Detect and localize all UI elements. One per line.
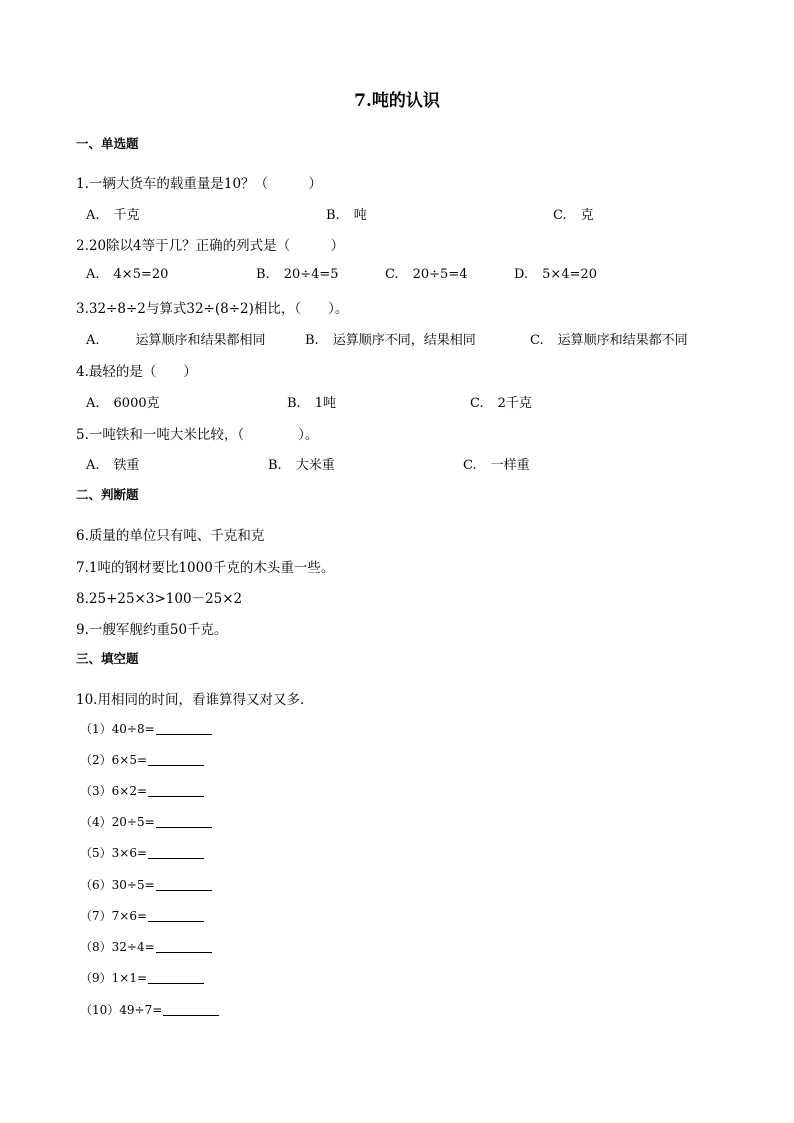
- option-text: 4×5=20: [113, 267, 169, 282]
- option-label: C.: [530, 333, 544, 348]
- question-10-stem: 10.用相同的时间，看谁算得又对又多．: [76, 692, 314, 708]
- option-label: A.: [86, 458, 100, 473]
- fill-item-9: [80, 969, 204, 986]
- option-text: 5×4=20: [542, 267, 597, 282]
- fill-item-text: （2）6×5=: [80, 753, 148, 767]
- question-2-stem: 2.20除以4等于几？正确的列式是（ ）: [76, 238, 345, 254]
- question-3-stem: 3.32÷8÷2与算式32÷(8÷2)相比，（ ）。: [76, 301, 349, 317]
- question-4-option-a[interactable]: [86, 392, 160, 411]
- option-label: C.: [470, 396, 484, 411]
- section-heading-single-choice: 一、单选题: [76, 136, 139, 151]
- page-title: 7.吨的认识: [354, 91, 440, 111]
- option-text: 运算顺序和结果都相同: [135, 333, 266, 348]
- question-1-option-b[interactable]: [326, 204, 367, 223]
- option-text: 20÷4=5: [283, 267, 339, 282]
- option-text: 20÷5=4: [412, 267, 468, 282]
- answer-blank[interactable]: [148, 753, 204, 766]
- fill-item-2: [80, 751, 204, 768]
- answer-blank[interactable]: [163, 1003, 219, 1016]
- fill-item-text: （9）1×1=: [80, 971, 148, 985]
- option-text: 大米重: [295, 458, 335, 473]
- option-text: 2千克: [497, 396, 532, 411]
- question-3-option-c[interactable]: [530, 329, 688, 348]
- fill-item-6: [80, 876, 212, 893]
- question-1-stem: 1.一辆大货车的载重量是10？（ ）: [76, 176, 323, 192]
- fill-item-4: [80, 813, 212, 830]
- answer-blank[interactable]: [148, 784, 204, 797]
- question-8: 8.25+25×3>100－25×2: [76, 591, 243, 607]
- option-label: B.: [287, 396, 301, 411]
- question-6: 6.质量的单位只有吨、千克和克: [76, 528, 265, 544]
- section-heading-fill-blank: 三、填空题: [76, 651, 139, 666]
- answer-blank[interactable]: [148, 846, 204, 859]
- question-7: 7.1吨的钢材要比1000千克的木头重一些。: [76, 560, 335, 576]
- answer-blank[interactable]: [156, 815, 212, 828]
- question-5-option-b[interactable]: [268, 454, 335, 473]
- fill-item-7: [80, 907, 204, 924]
- fill-item-text: （10）49÷7=: [80, 1003, 163, 1017]
- option-text: 运算顺序不同，结果相同: [332, 333, 476, 348]
- question-5-stem: 5.一吨铁和一吨大米比较，（ ）。: [76, 427, 319, 443]
- option-text: 一样重: [490, 458, 530, 473]
- option-label: A.: [86, 396, 100, 411]
- question-5-option-c[interactable]: [463, 454, 530, 473]
- option-label: C.: [463, 458, 477, 473]
- option-label: A.: [86, 333, 100, 348]
- question-3-option-a[interactable]: [86, 329, 266, 348]
- question-4-option-c[interactable]: [470, 392, 532, 411]
- option-text: 铁重: [113, 458, 140, 473]
- answer-blank[interactable]: [156, 878, 212, 891]
- option-text: 运算顺序和结果都不同: [557, 333, 688, 348]
- option-label: A.: [86, 208, 100, 223]
- option-label: D.: [514, 267, 529, 282]
- option-label: B.: [256, 267, 270, 282]
- question-4-option-b[interactable]: [287, 392, 336, 411]
- question-1-option-c[interactable]: [553, 204, 594, 223]
- fill-item-text: （1）40÷8=: [80, 722, 155, 736]
- question-3-option-b[interactable]: [305, 329, 476, 348]
- fill-item-1: [80, 720, 212, 737]
- fill-item-text: （4）20÷5=: [80, 815, 155, 829]
- section-heading-true-false: 二、判断题: [76, 487, 139, 502]
- fill-item-3: [80, 782, 204, 799]
- fill-item-5: [80, 844, 204, 861]
- fill-item-text: （7）7×6=: [80, 909, 148, 923]
- option-text: 千克: [113, 208, 140, 223]
- fill-item-text: （3）6×2=: [80, 784, 148, 798]
- option-label: B.: [268, 458, 282, 473]
- answer-blank[interactable]: [156, 722, 212, 735]
- answer-blank[interactable]: [156, 940, 212, 953]
- question-4-stem: 4.最轻的是（ ）: [76, 364, 197, 380]
- fill-item-8: [80, 938, 212, 955]
- question-9: 9.一艘军舰约重50千克。: [76, 622, 228, 638]
- option-label: A.: [86, 267, 100, 282]
- option-label: C.: [385, 267, 399, 282]
- fill-item-text: （6）30÷5=: [80, 878, 155, 892]
- question-5-option-a[interactable]: [86, 454, 140, 473]
- question-2-option-d[interactable]: [514, 267, 597, 282]
- question-2-option-b[interactable]: [256, 267, 339, 282]
- option-text: 6000克: [113, 396, 160, 411]
- question-2-option-c[interactable]: [385, 267, 468, 282]
- question-1-option-a[interactable]: [86, 204, 140, 223]
- option-label: C.: [553, 208, 567, 223]
- option-label: B.: [326, 208, 340, 223]
- option-text: 吨: [353, 208, 367, 223]
- fill-item-text: （5）3×6=: [80, 846, 148, 860]
- fill-item-text: （8）32÷4=: [80, 940, 155, 954]
- answer-blank[interactable]: [148, 971, 204, 984]
- option-text: 克: [580, 208, 594, 223]
- fill-item-10: [80, 1001, 219, 1018]
- option-text: 1吨: [314, 396, 336, 411]
- answer-blank[interactable]: [148, 909, 204, 922]
- question-2-option-a[interactable]: [86, 267, 168, 282]
- option-label: B.: [305, 333, 319, 348]
